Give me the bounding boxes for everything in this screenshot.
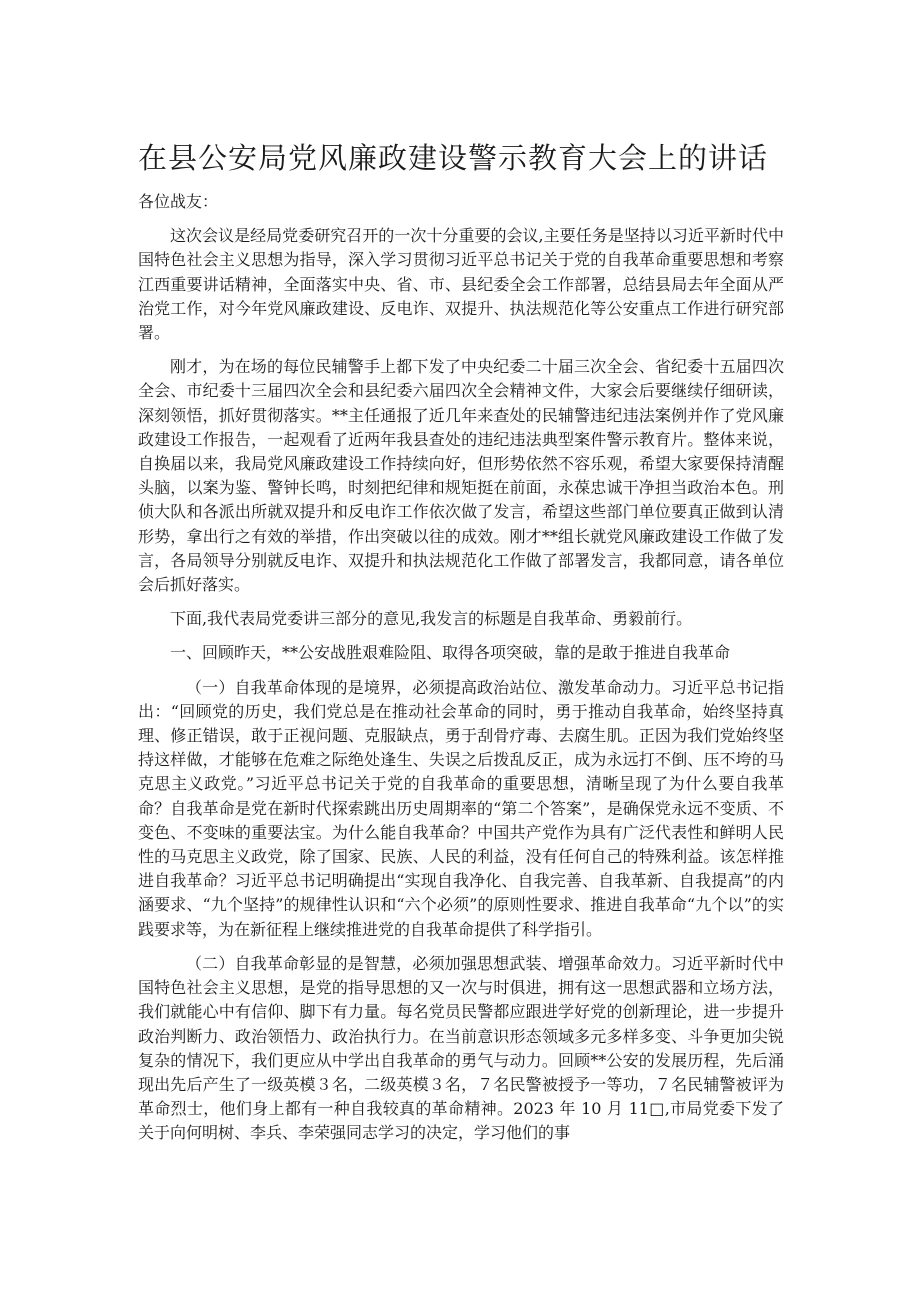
document-title: 在县公安局党风廉政建设警示教育大会上的讲话 bbox=[138, 141, 769, 175]
paragraph: （一）自我革命体现的是境界，必须提高政治站位、激发革命动力。习近平总书记指出：“回顾党的历史，我们党总是在推动社会革命的同时，勇于推动自我革命，始终坚持真理、修正错误，敢于正视问题、克服缺点，勇于刮骨疗毒、去腐生肌。正因为我们党始终坚持这样做，才能够在危难之际绝处逢生、失误之后拨乱反正，成为永远打不倒、压不垮的马克思主义政党。”习近平总书记关于党的自我革命的重要思想，清晰呈现了为什么要自我革命？自我革命是党在新时代探索跳出历史周期率的“第二个答案”，是确保党永远不变质、不变色、不变味的重要法宝。为什么能自我革命？中国共产党作为具有广泛代表性和鲜明人民性的马克思主义政党，除了国家、民族、人民的利益，没有任何自己的特殊利益。该怎样推进自我革命？习近平总书记明确提出“实现自我净化、自我完善、自我革新、自我提高”的内涵要求、“九个坚持”的规律性认识和“六个必须”的原则性要求、推进自我革命“九个以”的实践要求等，为在新征程上继续推进党的自我革命提供了科学指引。 bbox=[138, 677, 784, 939]
section-heading: 一、回顾昨天，**公安战胜艰难险阻、取得各项突破，靠的是敢于推进自我革命 bbox=[170, 643, 731, 663]
document-body bbox=[138, 190, 784, 1156]
salutation: 各位战友： bbox=[138, 192, 219, 211]
paragraph: 这次会议是经局党委研究召开的一次十分重要的会议,主要任务是坚持以习近平新时代中国特色社会主义思想为指导，深入学习贯彻习近平总书记关于党的自我革命重要思想和考察江西重要讲话精神，全面落实中央、省、市、县纪委全会工作部署，总结县局去年全面从严治党工作，对今年党风廉政建设、反电诈、双提升、执法规范化等公安重点工作进行研究部署。 bbox=[138, 226, 784, 343]
paragraph: （二）自我革命彰显的是智慧，必须加强思想武装、增强革命效力。习近平新时代中国特色社会主义思想，是党的指导思想的又一次与时俱进，拥有这一思想武器和立场方法，我们就能心中有信仰、脚下有力量。每名党员民警都应跟进学好党的创新理论，进一步提升政治判断力、政治领悟力、政治执行力。在当前意识形态领域多元多样多变、斗争更加尖锐复杂的情况下，我们更应从中学出自我革命的勇气与动力。回顾**公安的发展历程，先后涌现出先后产生了一级英模３名，二级英模３名，７名民警被授予一等功，７名民辅警被评为革命烈士，他们身上都有一种自我较真的革命精神。2023 年 10 月 11□,市局党委下发了关于向何明树、李兵、李荣强同志学习的决定，学习他们的事 bbox=[138, 953, 784, 1143]
paragraph: 下面,我代表局党委讲三部分的意见,我发言的标题是自我革命、勇毅前行。 bbox=[170, 609, 693, 629]
paragraph: 刚才，为在场的每位民辅警手上都下发了中央纪委二十届三次全会、省纪委十五届四次全会、市纪委十三届四次全会和县纪委六届四次全会精神文件，大家会后要继续仔细研读，深刻领悟，抓好贯彻落实。**主任通报了近几年来查处的民辅警违纪违法案例并作了党风廉政建设工作报告，一起观看了近两年我县查处的违纪违法典型案件警示教育片。整体来说，自换届以来，我局党风廉政建设工作持续向好，但形势依然不容乐观，希望大家要保持清醒头脑，以案为鉴、警钟长鸣，时刻把纪律和规矩挺在前面，永葆忠诚干净担当政治本色。刑侦大队和各派出所就双提升和反电诈工作依次做了发言，希望这些部门单位要真正做到认清形势，拿出行之有效的举措，作出突破以往的成效。刚才**组长就党风廉政建设工作做了发言，各局领导分别就反电诈、双提升和执法规范化工作做了部署发言，我都同意，请各单位会后抓好落实。 bbox=[138, 357, 784, 595]
